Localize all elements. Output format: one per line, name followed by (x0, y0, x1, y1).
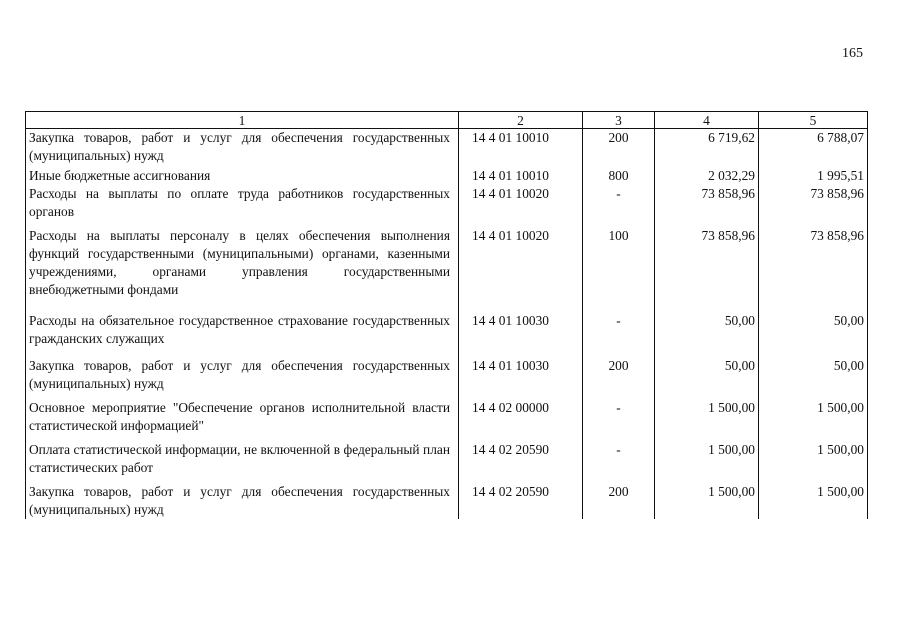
table-header (26, 112, 868, 129)
row-value-4: 1 500,00 (655, 399, 759, 441)
row-type: 800 (583, 165, 655, 185)
row-name: Закупка товаров, работ и услуг для обеспечения государственных (муниципальных) нужд (26, 357, 459, 399)
row-value-4: 1 500,00 (655, 441, 759, 483)
row-name: Расходы на обязательное государственное страхование государственных гражданских служащих (26, 308, 459, 357)
row-value-5: 1 500,00 (759, 483, 868, 519)
row-code: 14 4 01 10010 (459, 129, 583, 166)
row-name: Оплата статистической информации, не включенной в федеральный план статистических работ (26, 441, 459, 483)
header-row (26, 112, 868, 129)
row-value-5: 50,00 (759, 357, 868, 399)
row-value-4: 6 719,62 (655, 129, 759, 166)
header-col-2: 2 (459, 112, 583, 129)
row-value-4: 50,00 (655, 308, 759, 357)
row-name: Закупка товаров, работ и услуг для обеспечения государственных (муниципальных) нужд (26, 483, 459, 519)
row-value-5: 1 995,51 (759, 165, 868, 185)
row-type: - (583, 441, 655, 483)
row-code: 14 4 02 20590 (459, 441, 583, 483)
row-value-5: 50,00 (759, 308, 868, 357)
header-col-3: 3 (583, 112, 655, 129)
table-row (26, 185, 868, 221)
table-row (26, 129, 868, 166)
table-row (26, 399, 868, 441)
table-row (26, 483, 868, 519)
row-value-5: 73 858,96 (759, 221, 868, 308)
row-value-5: 1 500,00 (759, 441, 868, 483)
row-type: 200 (583, 357, 655, 399)
row-value-5: 73 858,96 (759, 185, 868, 221)
row-code: 14 4 01 10010 (459, 165, 583, 185)
table-row (26, 357, 868, 399)
row-type: - (583, 308, 655, 357)
row-value-5: 6 788,07 (759, 129, 868, 166)
row-code: 14 4 01 10020 (459, 221, 583, 308)
row-code: 14 4 01 10030 (459, 308, 583, 357)
table-row (26, 165, 868, 185)
row-value-4: 73 858,96 (655, 185, 759, 221)
row-type: - (583, 185, 655, 221)
row-value-5: 1 500,00 (759, 399, 868, 441)
table-row (26, 308, 868, 357)
row-name: Иные бюджетные ассигнования (26, 165, 459, 185)
row-type: - (583, 399, 655, 441)
row-code: 14 4 01 10020 (459, 185, 583, 221)
row-name: Расходы на выплаты персоналу в целях обеспечения выполнения функций государственными (муниципальными) органами, казенными учреждениями, органами управления государственными внебюджетными фондами (26, 221, 459, 308)
row-value-4: 1 500,00 (655, 483, 759, 519)
table-body (26, 129, 868, 520)
row-code: 14 4 02 00000 (459, 399, 583, 441)
page-number: 165 (842, 46, 863, 61)
header-col-1: 1 (26, 112, 459, 129)
row-code: 14 4 01 10030 (459, 357, 583, 399)
row-value-4: 73 858,96 (655, 221, 759, 308)
row-type: 200 (583, 483, 655, 519)
row-name: Расходы на выплаты по оплате труда работников государственных органов (26, 185, 459, 221)
row-type: 100 (583, 221, 655, 308)
row-type: 200 (583, 129, 655, 166)
budget-table (25, 111, 868, 519)
header-col-4: 4 (655, 112, 759, 129)
row-value-4: 2 032,29 (655, 165, 759, 185)
table-row (26, 221, 868, 308)
row-name: Закупка товаров, работ и услуг для обеспечения государственных (муниципальных) нужд (26, 129, 459, 166)
row-name: Основное мероприятие "Обеспечение органов исполнительной власти статистической информацией" (26, 399, 459, 441)
row-code: 14 4 02 20590 (459, 483, 583, 519)
table-row (26, 441, 868, 483)
row-value-4: 50,00 (655, 357, 759, 399)
header-col-5: 5 (759, 112, 868, 129)
